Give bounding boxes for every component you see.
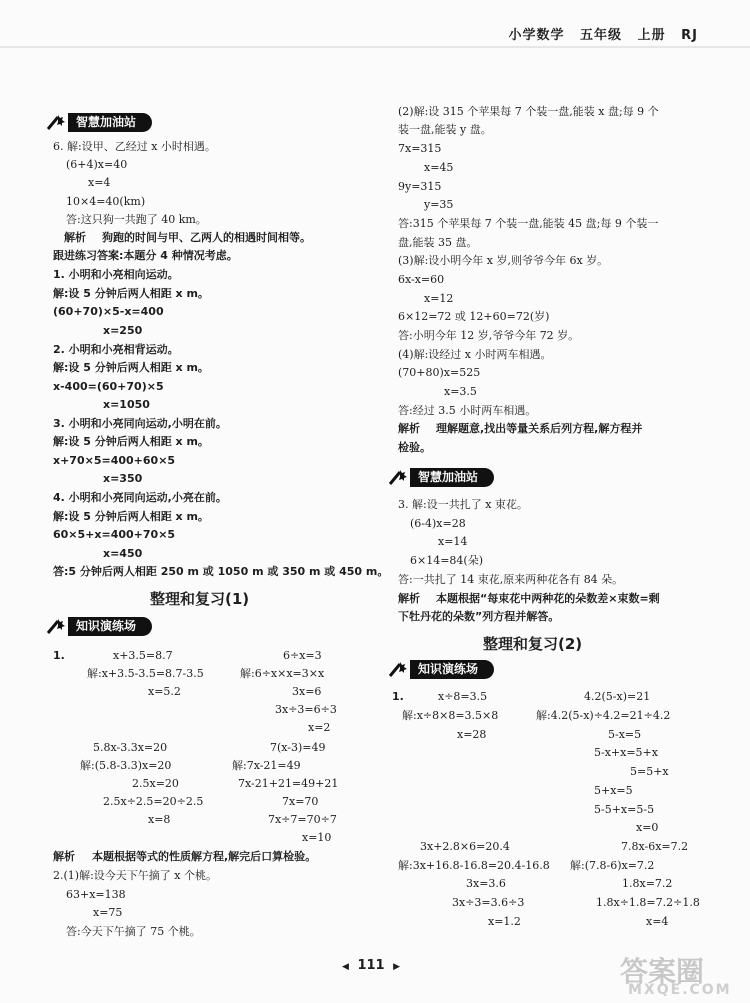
eq-line: 5-x+x=5+x [594,746,658,759]
right-p3-line: 答:一共扎了 14 束花,原来两种花各有 84 朵。 [398,573,624,586]
eq-line: 解:(5.8-3.3)x=20 [80,759,172,772]
eq-line: 3x÷3=3.6÷3 [452,896,525,909]
eq-line: x=10 [302,831,332,844]
eq-line: 7(x-3)=49 [270,741,326,754]
analysis-text: 下牡丹花的朵数”列方程并解答。 [398,610,560,623]
analysis-text: 理解题意,找出等量关系后列方程,解方程并 [436,422,643,435]
case-line: x=250 [103,324,143,337]
header-edition: RJ [681,28,698,43]
right-p2-line: y=35 [424,198,454,211]
eq-line: 解:6÷x×x=3×x [240,667,325,680]
eq-line: 1.8x÷1.8=7.2÷1.8 [596,896,700,909]
question-number: 1. [392,690,404,703]
case-line: 2. 小明和小亮相背运动。 [53,343,179,356]
eq-line: 解:3x+16.8-16.8=20.4-16.8 [398,859,550,872]
right-p2-line: (70+80)x=525 [398,366,481,379]
right-p2-line: 7x=315 [398,142,442,155]
q2-line: x=75 [93,906,123,919]
right-p2-line: 9y=315 [398,180,442,193]
banner-label: 知识演练场 [410,660,494,679]
wand-icon [388,468,410,486]
right-p2-line: x=12 [424,292,454,305]
right-p2-line: 答:经过 3.5 小时两车相遇。 [398,404,537,417]
banner-zhishi-right [388,659,494,679]
eq-line: 7x=70 [282,795,319,808]
eq-line: 解:x÷8×8=3.5×8 [402,709,499,722]
right-p2-line: 6×12=72 或 12+60=72(岁) [398,310,550,323]
case-line: x=350 [103,472,143,485]
case-line: x+70×5=400+60×5 [53,454,176,467]
analysis-label: 解析 [53,850,75,863]
right-p2-line: x=3.5 [444,385,477,398]
case-line: 答:5 分钟后两人相距 250 m 或 1050 m 或 350 m 或 450 m。 [53,565,389,578]
eq-line: 1.8x=7.2 [622,877,673,890]
eq-line: x=5.2 [148,685,181,698]
case-line: 3. 小明和小亮同向运动,小明在前。 [53,417,227,430]
page-number: 111 [357,958,385,973]
right-p2-line: (2)解:设 315 个苹果每 7 个装一盘,能装 x 盘;每 9 个 [398,105,659,118]
case-line: 1. 小明和小亮相向运动。 [53,268,179,281]
right-p2-line: 答:小明今年 12 岁,爷爷今年 72 岁。 [398,329,580,342]
eq-line: x=28 [457,728,487,741]
case-line: 解:设 5 分钟后两人相距 x m。 [53,287,209,300]
left-p6-line: 10×4=40(km) [66,195,146,208]
eq-line: 3x=6 [292,685,322,698]
left-p6-line: 答:这只狗一共跑了 40 km。 [66,213,207,226]
eq-line: 解:7x-21=49 [232,759,301,772]
eq-line: 2.5x÷2.5=20÷2.5 [103,795,204,808]
eq-line: 4.2(5-x)=21 [584,690,651,703]
eq-line: 5-x=5 [608,728,642,741]
banner-zhihui-left [46,112,152,132]
eq-line: x=0 [636,821,659,834]
wand-icon [46,113,68,131]
eq-line: 7x-21+21=49+21 [238,777,339,790]
eq-line: 3x=3.6 [466,877,506,890]
right-p2-line: 6x-x=60 [398,273,445,286]
header-volume: 上册 [637,28,666,43]
right-p2-line: 答:315 个苹果每 7 个装一盘,能装 45 盘;每 9 个装一 [398,217,659,230]
left-p6-line: 6. 解:设甲、乙经过 x 小时相遇。 [53,140,216,153]
header-rule [0,46,750,48]
right-p3-line: (6-4)x=28 [410,517,466,530]
left-p6-line: x=4 [88,176,111,189]
page-header [499,24,699,43]
eq-line: 3x+2.8×6=20.4 [420,840,510,853]
case-line: (60+70)×5-x=400 [53,305,164,318]
eq-line: 解:x+3.5-3.5=8.7-3.5 [87,667,204,680]
case-line: x-400=(60+70)×5 [53,380,164,393]
right-p3-line: 3. 解:设一共扎了 x 束花。 [398,498,528,511]
case-line: 4. 小明和小亮同向运动,小亮在前。 [53,491,227,504]
q2-line: 2.(1)解:设今天下午摘了 x 个桃。 [53,869,217,882]
case-line: 60×5+x=400+70×5 [53,528,176,541]
header-grade: 五年级 [580,28,623,43]
eq-line: 6÷x=3 [283,649,322,662]
right-p3-line: x=14 [438,535,468,548]
eq-line: x=1.2 [488,915,521,928]
case-line: x=1050 [103,398,150,411]
case-line: 解:设 5 分钟后两人相距 x m。 [53,435,209,448]
analysis-text: 本题根据等式的性质解方程,解完后口算检验。 [92,850,317,863]
section-title-1: 整理和复习(1) [150,590,250,608]
right-p2-line: (3)解:设小明今年 x 岁,则爷爷今年 6x 岁。 [398,254,609,267]
eq-line: 7x÷7=70÷7 [268,813,337,826]
prev-arrow-icon: ◀ [342,962,349,972]
eq-line: 2.5x=20 [132,777,179,790]
eq-line: 5-5+x=5-5 [594,803,655,816]
eq-line: 3x÷3=6÷3 [275,703,337,716]
banner-zhishi-left [46,616,152,636]
follow-answer: 跟进练习答案:本题分 4 种情况考虑。 [53,249,238,262]
banner-label: 智慧加油站 [410,468,494,487]
case-line: 解:设 5 分钟后两人相距 x m。 [53,361,209,374]
q2-line: 答:今天下午摘了 75 个桃。 [66,925,201,938]
eq-line: x=2 [308,721,331,734]
eq-line: 5+x=5 [594,784,633,797]
right-p2-line: (4)解:设经过 x 小时两车相遇。 [398,348,552,361]
next-arrow-icon: ▶ [393,962,401,972]
right-p3-line: 6×14=84(朵) [410,554,484,567]
eq-line: 5=5+x [630,765,669,778]
case-line: x=450 [103,547,143,560]
watermark-url: MXQE.COM [628,982,732,998]
analysis-text: 狗跑的时间与甲、乙两人的相遇时间相等。 [102,231,311,244]
right-p2-line: x=45 [424,161,454,174]
analysis-text: 本题根据“每束花中两种花的朵数差×束数=剩 [436,592,660,605]
analysis-label: 解析 [398,592,420,605]
left-p6-line: (6+4)x=40 [66,158,128,171]
eq-line: 解:(7.8-6)x=7.2 [570,859,655,872]
banner-zhihui-right [388,467,494,487]
analysis-label: 解析 [398,422,420,435]
q2-line: 63+x=138 [66,888,126,901]
right-p2-line: 装一盘,能装 y 盘。 [398,123,492,136]
eq-line: x÷8=3.5 [438,690,488,703]
right-p2-line: 盘,能装 35 盘。 [398,236,478,249]
header-subject: 小学数学 [508,28,565,43]
eq-line: x+3.5=8.7 [113,649,173,662]
wand-icon [46,617,68,635]
eq-line: 7.8x-6x=7.2 [621,840,689,853]
analysis-label: 解析 [64,231,86,244]
section-title-2: 整理和复习(2) [483,635,583,653]
eq-line: 解:4.2(5-x)÷4.2=21÷4.2 [536,709,671,722]
eq-line: x=8 [148,813,171,826]
page-footer [338,958,404,973]
eq-line: x=4 [646,915,669,928]
analysis-text: 检验。 [398,441,431,454]
question-number: 1. [53,649,65,662]
banner-label: 知识演练场 [68,617,152,636]
case-line: 解:设 5 分钟后两人相距 x m。 [53,510,209,523]
eq-line: 5.8x-3.3x=20 [93,741,168,754]
wand-icon [388,660,410,678]
watermark-logo: 答案圈 [620,955,705,988]
banner-label: 智慧加油站 [68,113,152,132]
